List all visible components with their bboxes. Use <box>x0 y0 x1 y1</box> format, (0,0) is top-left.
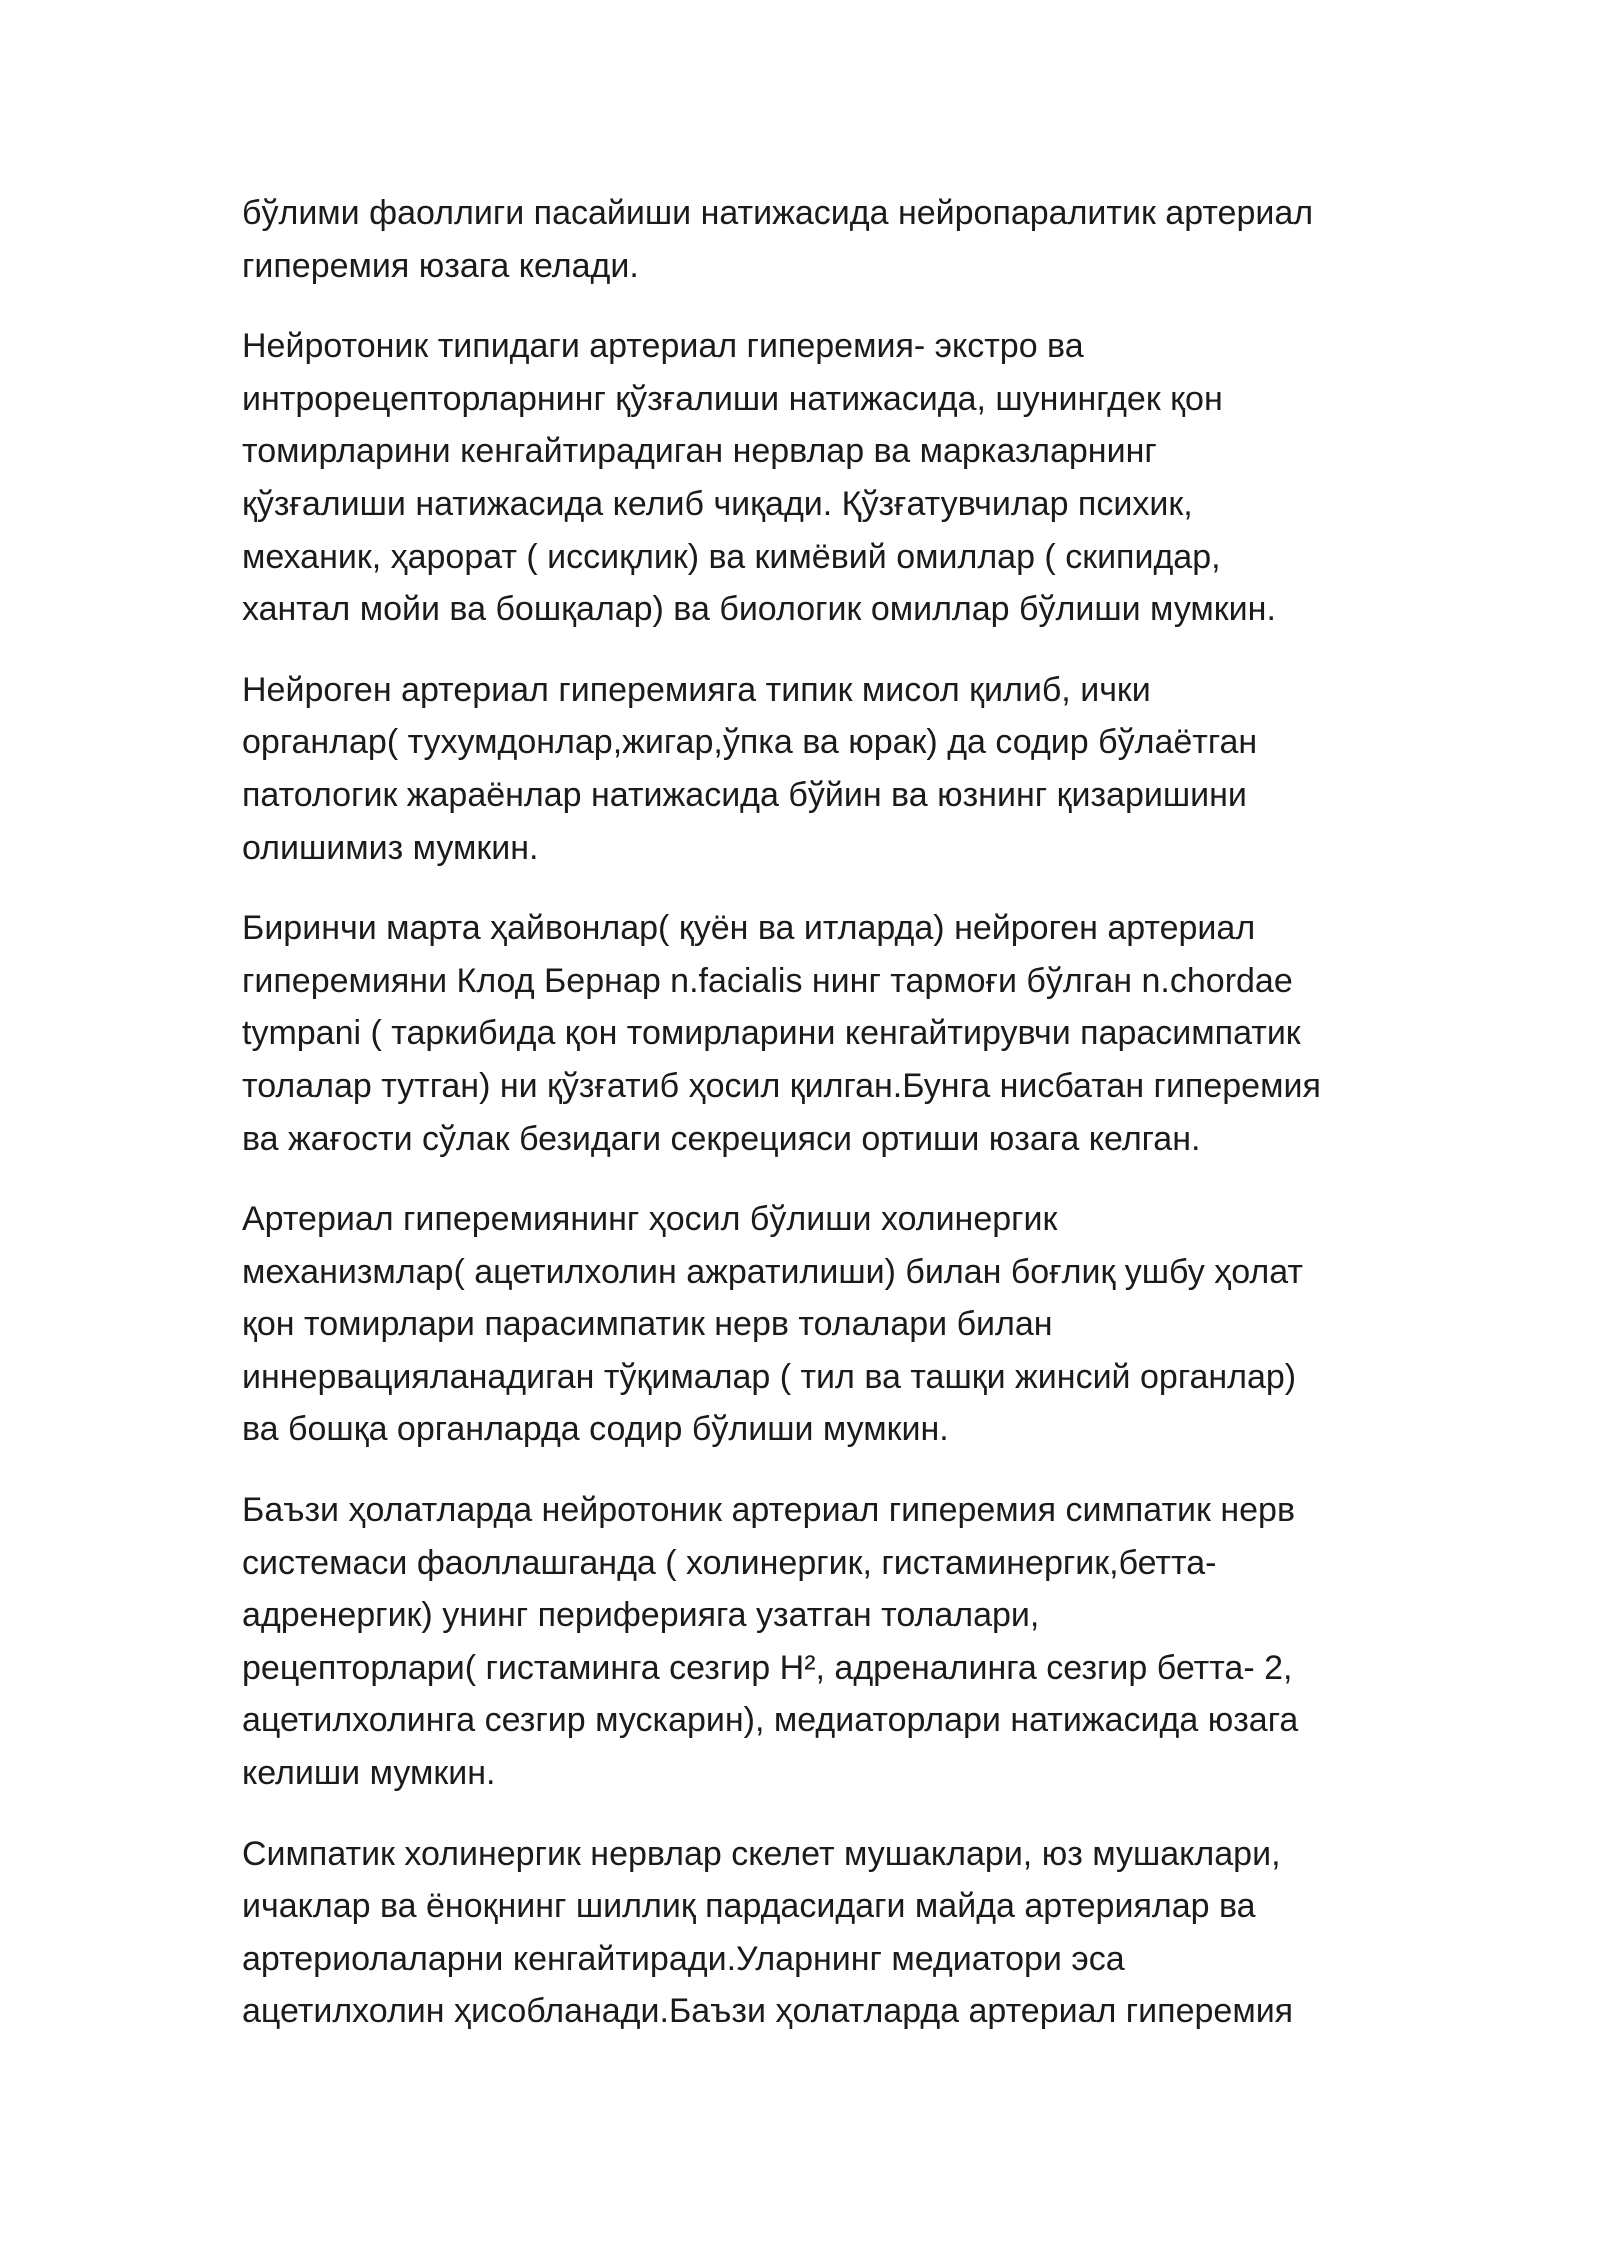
text-line: толалар тутган) ни қўзғатиб ҳосил қилган.Бунга нисбатан гиперемия <box>242 1066 1321 1105</box>
text-line: томирларини кенгайтирадиган нервлар ва марказларнинг <box>242 432 1157 471</box>
text-line: механизмлар( ацетилхолин ажратилиши) билан боғлиқ ушбу ҳолат <box>242 1252 1303 1291</box>
paragraph-3 <box>242 664 1362 874</box>
paragraph-4 <box>242 902 1362 1165</box>
text-line: рецепторлари( гистаминга сезгир H², адреналинга сезгир бетта- 2, <box>242 1648 1293 1687</box>
text-line: гиперемия юзага келади. <box>242 246 639 285</box>
text-line: ацетилхолин ҳисобланади.Баъзи ҳолатларда артериал гиперемия <box>242 1992 1294 2031</box>
text-line: интрорецепторларнинг қўзғалиши натижасида, шунингдек қон <box>242 379 1223 418</box>
text-line: артериолаларни кенгайтиради.Уларнинг медиатори эса <box>242 1939 1125 1978</box>
text-line: келиши мумкин. <box>242 1754 496 1793</box>
text-line: хантал мойи ва бошқалар) ва биологик омиллар бўлиши мумкин. <box>242 590 1276 629</box>
text-line: Артериал гиперемиянинг ҳосил бўлиши холинергик <box>242 1200 1058 1239</box>
text-line: бўлими фаоллиги пасайиши натижасида нейропаралитик артериал <box>242 194 1314 232</box>
text-line: Нейротоник типидаги артериал гиперемия- экстро ва <box>242 327 1084 366</box>
paragraph-2 <box>242 320 1362 636</box>
text-line: Баъзи ҳолатларда нейротоник артериал гиперемия симпатик нерв <box>242 1491 1296 1530</box>
text-line: Нейроген артериал гиперемияга типик мисол қилиб, ички <box>242 670 1151 709</box>
text-line: Симпатик холинергик нервлар скелет мушаклари, юз мушаклари, <box>242 1834 1281 1873</box>
text-line: органлар( тухумдонлар,жигар,ўпка ва юрак) да содир бўлаётган <box>242 723 1258 762</box>
text-line: tympani ( таркибида қон томирларини кенгайтирувчи парасимпатик <box>242 1014 1301 1053</box>
text-line: механик, ҳарорат ( иссиқлик) ва кимёвий омиллар ( скипидар, <box>242 537 1221 576</box>
text-line: ва жағости сўлак безидаги секрецияси ортиши юзага келган. <box>242 1119 1201 1158</box>
text-line: ацетилхолинга сезгир мускарин), медиаторлари натижасида юзага <box>242 1701 1299 1740</box>
document-page <box>242 187 1362 2066</box>
text-line: Биринчи марта ҳайвонлар( қуён ва итларда) нейроген артериал <box>242 909 1256 948</box>
text-line: иннервацияланадиган тўқималар ( тил ва ташқи жинсий органлар) <box>242 1357 1297 1396</box>
paragraph-7 <box>242 1828 1362 2038</box>
text-line: ва бошқа органларда содир бўлиши мумкин. <box>242 1410 949 1449</box>
paragraph-1 <box>242 187 1362 292</box>
text-line: қўзғалиши натижасида келиб чиқади. Қўзғатувчилар психик, <box>242 484 1193 523</box>
text-line: олишимиз мумкин. <box>242 828 539 867</box>
text-line: қон томирлари парасимпатик нерв толалари билан <box>242 1305 1053 1344</box>
paragraph-6 <box>242 1484 1362 1800</box>
text-line: патологик жараёнлар натижасида бўйин ва юзнинг қизаришини <box>242 775 1247 814</box>
text-line: системаси фаоллашганда ( холинергик, гистаминергик,бетта- <box>242 1543 1217 1582</box>
paragraph-5 <box>242 1193 1362 1456</box>
text-line: адренергик) унинг периферияга узатган толалари, <box>242 1596 1040 1635</box>
text-line: гиперемияни Клод Бернар n.facialis нинг тармоғи бўлган n.chordae <box>242 961 1293 1000</box>
text-line: ичаклар ва ёноқнинг шиллиқ пардасидаги майда артериялар ва <box>242 1887 1256 1926</box>
